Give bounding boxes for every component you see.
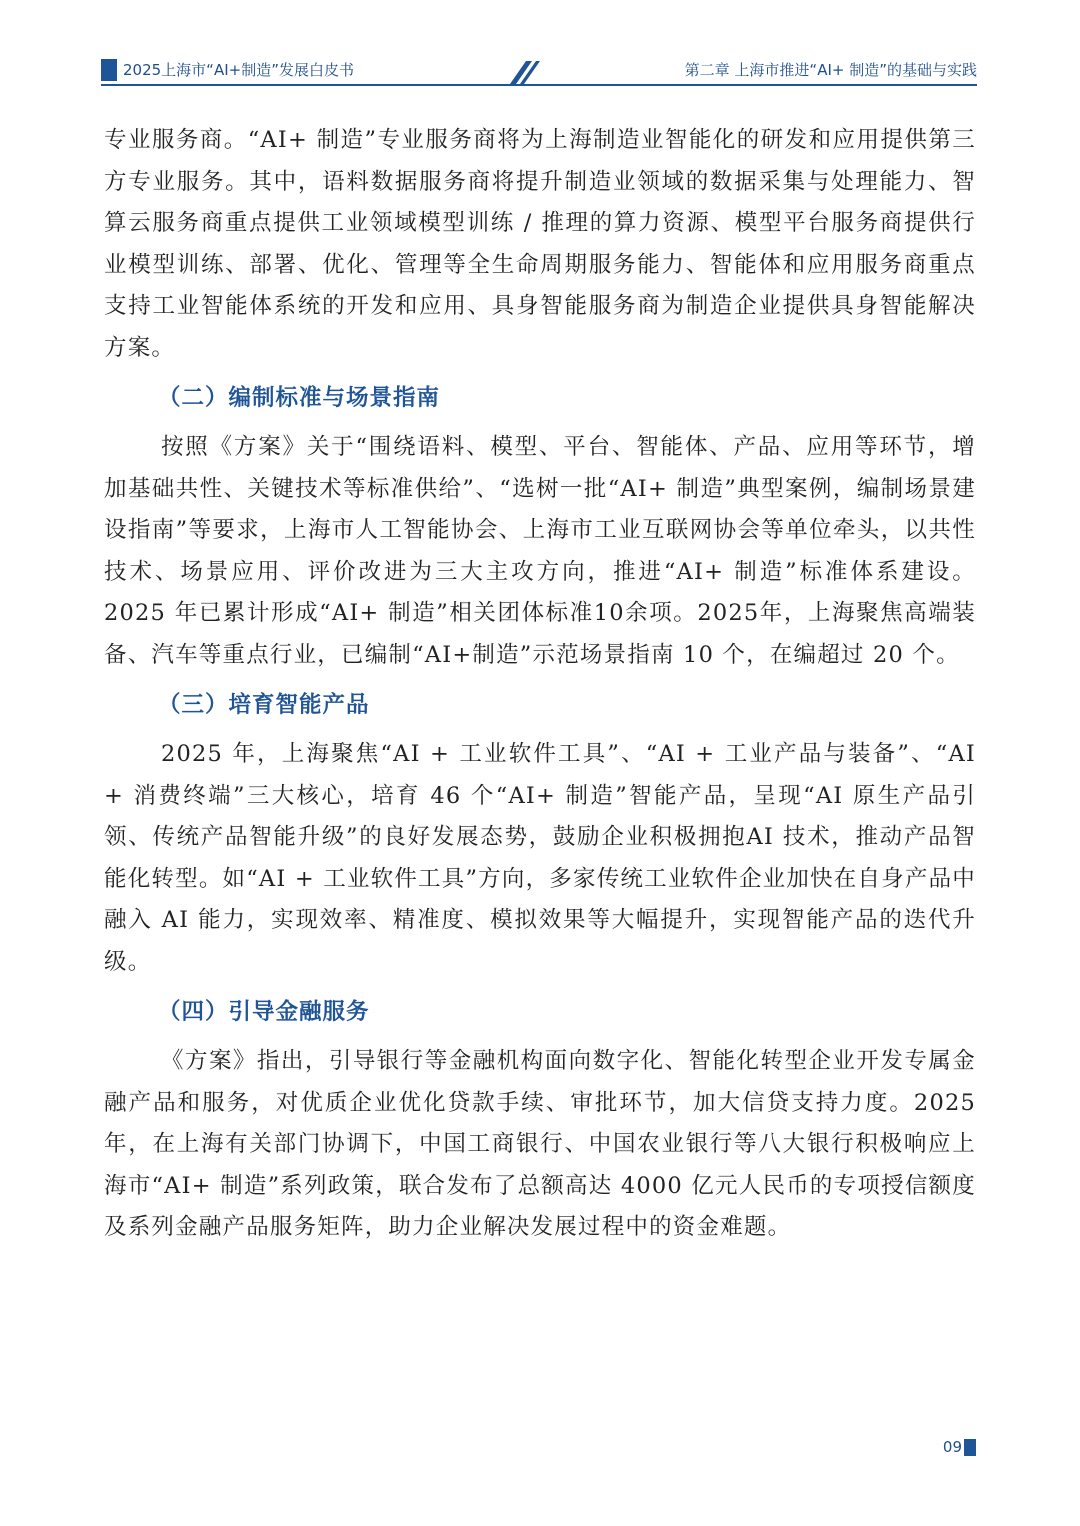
paragraph-products: 2025 年，上海聚焦“AI + 工业软件工具”、“AI + 工业产品与装备”、“AI + 消费终端”三大核心，培育 46 个“AI+ 制造”智能产品，呈现“AI 原生产品引领、传统产品智能升级”的良好发展态势，鼓励企业积极拥抱AI 技术，推动产品智能化转型。如“AI + 工业软件工具”方向，多家传统工业软件企业加快在自身产品中融入 AI 能力，实现效率、精准度、模拟效果等大幅提升，实现智能产品的迭代升级。 [104,741,976,975]
page-header [101,55,977,85]
header-chapter-title: 第二章 上海市推进“AI+ 制造”的基础与实践 [684,61,977,79]
paragraph-standards: 按照《方案》关于“围绕语料、模型、平台、智能体、产品、应用等环节，增加基础共性、关键技术等标准供给”、“选树一批“AI+ 制造”典型案例，编制场景建设指南”等要求，上海市人工智能协会、上海市工业互联网协会等单位牵头，以共性技术、场景应用、评价改进为三大主攻方向，推进“AI+ 制造”标准体系建设。2025 年已累计形成“AI+ 制造”相关团体标准10余项。2025年，上海聚焦高端装备、汽车等重点行业，已编制“AI+制造”示范场景指南 10 个，在编超过 20 个。 [104,434,976,668]
paragraph-professional-services: 专业服务商。“AI+ 制造”专业服务商将为上海制造业智能化的研发和应用提供第三方专业服务。其中，语料数据服务商将提升制造业领域的数据采集与处理能力、智算云服务商重点提供工业领域模型训练 / 推理的算力资源、模型平台服务商提供行业模型训练、部署、优化、管理等全生命周期服务能力、智能体和应用服务商重点支持工业智能体系统的开发和应用、具身智能服务商为制造企业提供具身智能解决方案。 [104,127,976,361]
page-body [104,120,976,1249]
paragraph-finance: 《方案》指出，引导银行等金融机构面向数字化、智能化转型企业开发专属金融产品和服务，对优质企业优化贷款手续、审批环节，加大信贷支持力度。2025 年，在上海有关部门协调下，中国工商银行、中国农业银行等八大银行积极响应上海市“AI+ 制造”系列政策，联合发布了总额高达 4000 亿元人民币的专项授信额度及系列金融产品服务矩阵，助力企业解决发展过程中的资金难题。 [104,1048,976,1240]
section-heading-standards: （二）编制标准与场景指南 [158,385,441,411]
section-heading-products: （三）培育智能产品 [158,692,370,718]
page-number: 09 [942,1438,962,1456]
section-heading-finance: （四）引导金融服务 [158,999,370,1025]
header-square-marker [101,59,117,81]
page-number-marker [964,1439,976,1456]
header-slash-decoration [496,55,546,85]
header-document-title: 2025上海市“AI+制造”发展白皮书 [123,61,354,79]
header-rule [101,84,977,86]
